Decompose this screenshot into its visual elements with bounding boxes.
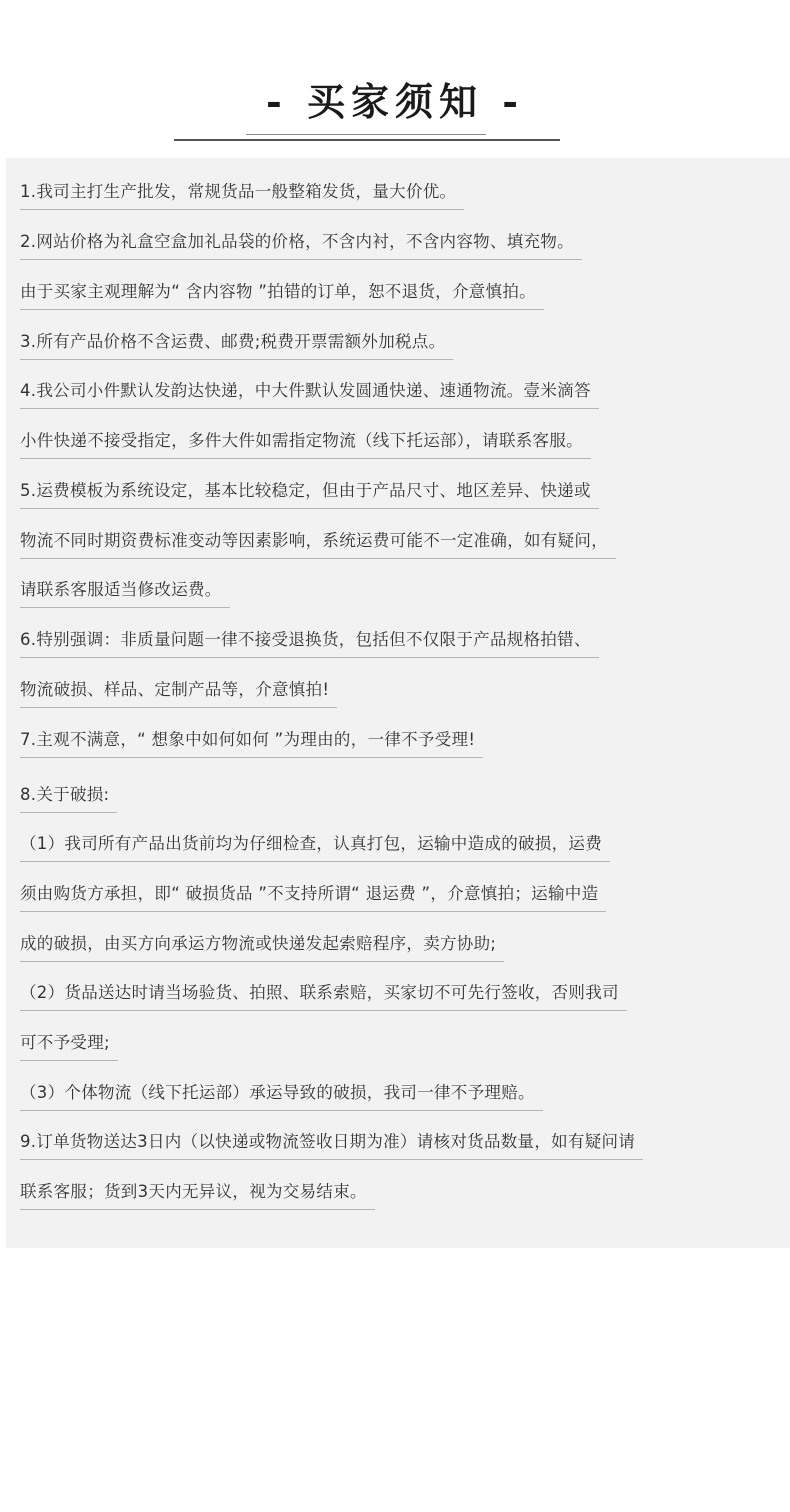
notice-line: （3）个体物流（线下托运部）承运导致的破损，我司一律不予理赔。 (20, 1076, 543, 1111)
title-underline-long (174, 139, 560, 141)
notice-line: 6.特别强调：非质量问题一律不接受退换货，包括但不仅限于产品规格拍错、 (20, 623, 599, 658)
page-title: - 买家须知 - (265, 79, 524, 124)
notice-line: 联系客服；货到3天内无异议，视为交易结束。 (20, 1175, 375, 1210)
notice-panel (6, 158, 790, 1248)
notice-line: （2）货品送达时请当场验货、拍照、联系索赔，买家切不可先行签收，否则我司 (20, 976, 627, 1011)
title-underline-short (246, 134, 486, 135)
notice-line: 物流破损、样品、定制产品等，介意慎拍! (20, 673, 337, 708)
notice-line: 3.所有产品价格不含运费、邮费;税费开票需额外加税点。 (20, 325, 453, 360)
notice-line: 2.网站价格为礼盒空盒加礼品袋的价格，不含内衬，不含内容物、填充物。 (20, 225, 582, 260)
notice-line: 9.订单货物送达3日内（以快递或物流签收日期为准）请核对货品数量，如有疑问请 (20, 1125, 643, 1160)
notice-line: 小件快递不接受指定，多件大件如需指定物流（线下托运部），请联系客服。 (20, 424, 591, 459)
notice-line: 物流不同时期资费标准变动等因素影响，系统运费可能不一定准确，如有疑问， (20, 524, 616, 559)
notice-line: 1.我司主打生产批发，常规货品一般整箱发货，量大价优。 (20, 175, 464, 210)
notice-line: 4.我公司小件默认发韵达快递，中大件默认发圆通快递、速通物流。壹米滴答 (20, 374, 599, 409)
notice-line: 须由购货方承担，即“ 破损货品 ”不支持所谓“ 退运费 ”，介意慎拍；运输中造 (20, 877, 606, 912)
header (0, 0, 790, 158)
notice-line: 8.关于破损: (20, 778, 117, 813)
notice-line: 7.主观不满意，“ 想象中如何如何 ”为理由的，一律不予受理! (20, 723, 483, 758)
notice-line: （1）我司所有产品出货前均为仔细检查，认真打包，运输中造成的破损，运费 (20, 827, 610, 862)
notice-line: 成的破损，由买方向承运方物流或快递发起索赔程序，卖方协助; (20, 927, 504, 962)
notice-line: 请联系客服适当修改运费。 (20, 573, 230, 608)
notice-line: 5.运费模板为系统设定，基本比较稳定，但由于产品尺寸、地区差异、快递或 (20, 474, 599, 509)
notice-line: 由于买家主观理解为“ 含内容物 ”拍错的订单，恕不退货，介意慎拍。 (20, 275, 544, 310)
notice-line: 可不予受理; (20, 1026, 118, 1061)
